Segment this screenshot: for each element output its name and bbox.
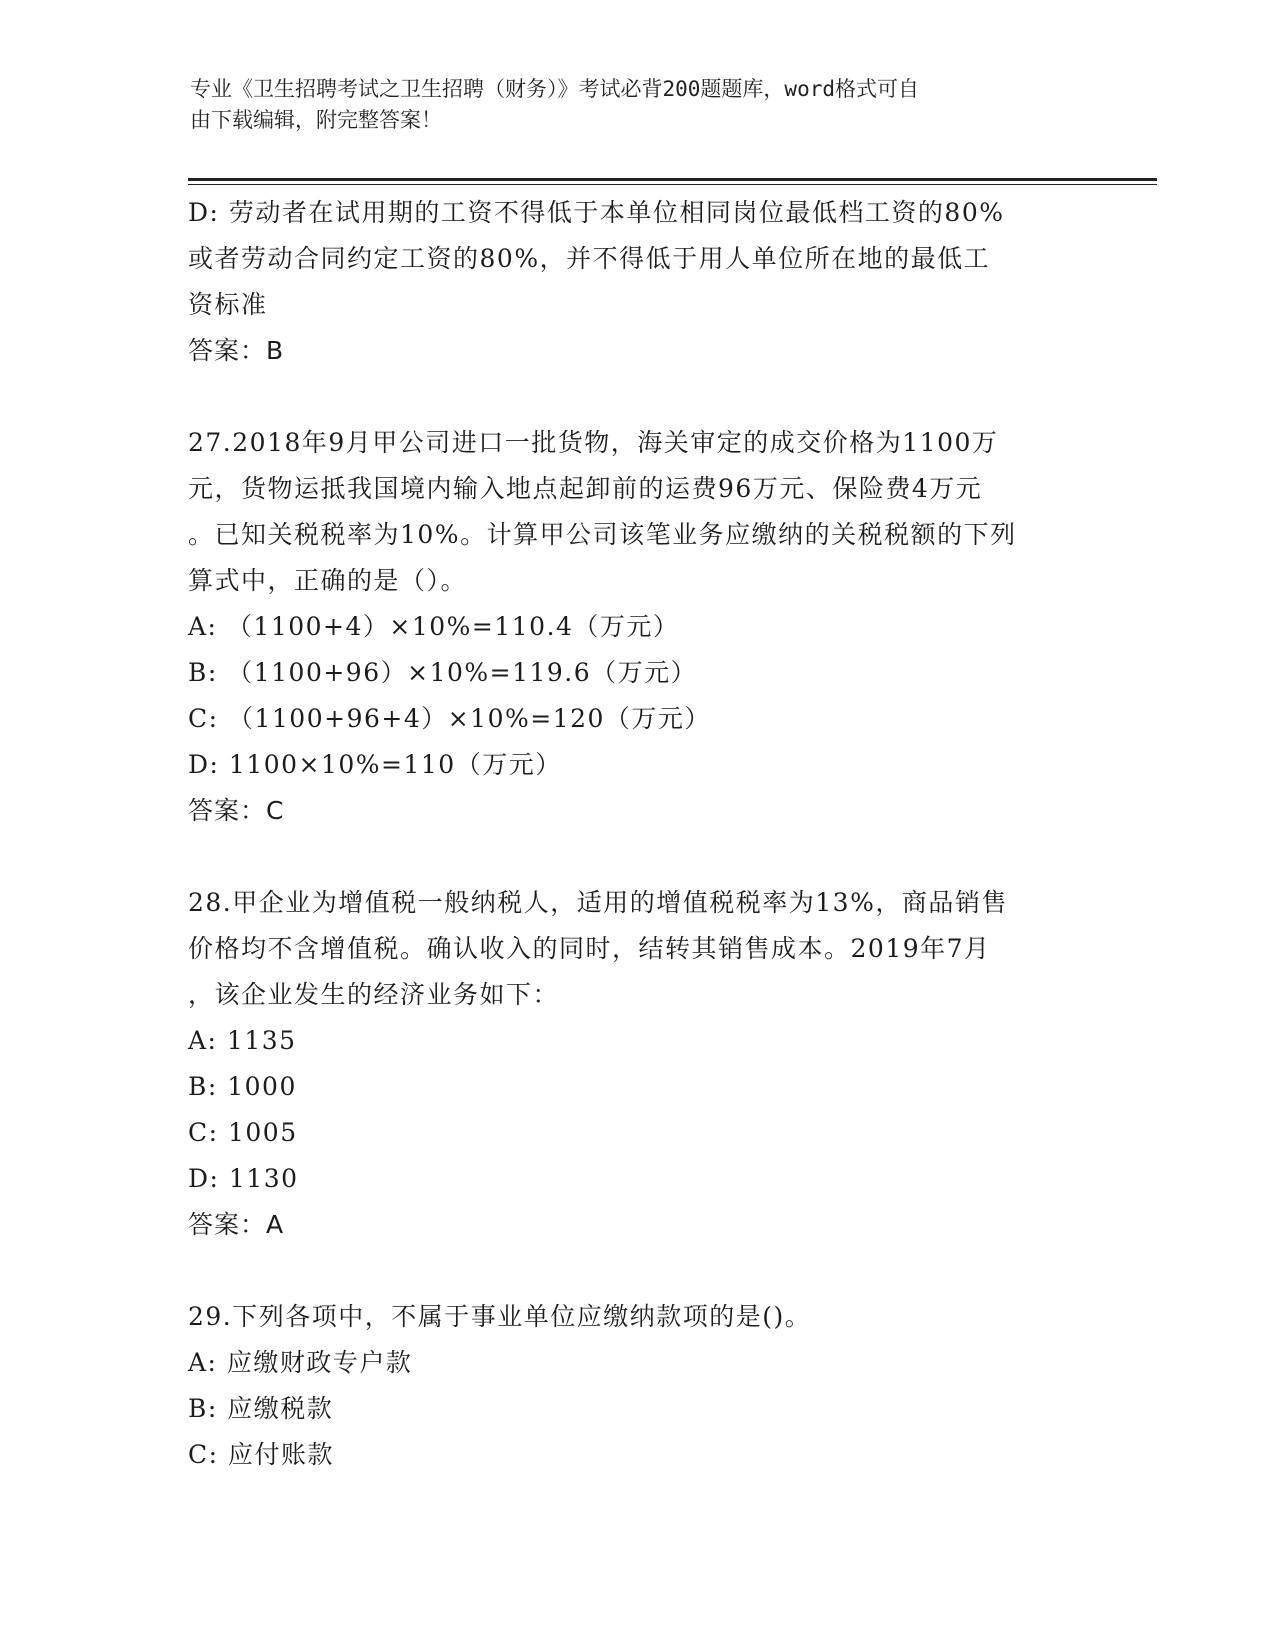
option-d-line-1: D: 劳动者在试用期的工资不得低于本单位相同岗位最低档工资的80%: [188, 198, 1005, 227]
option-c: C: 应付账款: [188, 1440, 334, 1469]
option-d: D: 1130: [188, 1164, 299, 1193]
header-divider-thin: [188, 184, 1157, 185]
question-29: [188, 1294, 1088, 1478]
option-b: B: 应缴税款: [188, 1394, 334, 1423]
header-line-1: 专业《卫生招聘考试之卫生招聘（财务）》考试必背200题题库，word格式可自: [190, 77, 919, 101]
spacer: [188, 374, 1088, 420]
option-a: A: （1100+4）×10%=110.4（万元）: [188, 612, 680, 641]
question-stem-line: 29.下列各项中，不属于事业单位应缴纳款项的是()。: [188, 1302, 812, 1331]
spacer: [188, 1248, 1088, 1294]
option-d-line-2: 或者劳动合同约定工资的80%，并不得低于用人单位所在地的最低工: [188, 244, 991, 273]
question-stem-line: 价格均不含增值税。确认收入的同时，结转其销售成本。2019年7月: [188, 934, 991, 963]
question-content: [188, 190, 1088, 1478]
question-stem-line: 。已知关税税率为10%。计算甲公司该笔业务应缴纳的关税税额的下列: [188, 520, 1017, 549]
document-header: [190, 74, 1090, 136]
answer-label: 答案：A: [188, 1210, 285, 1239]
spacer: [188, 834, 1088, 880]
question-27: [188, 420, 1088, 834]
option-d-line-3: 资标准: [188, 290, 268, 319]
question-28: [188, 880, 1088, 1248]
option-c: C: 1005: [188, 1118, 298, 1147]
option-a: A: 应缴财政专户款: [188, 1348, 413, 1377]
header-divider-thick: [188, 178, 1157, 181]
question-stem-line: ，该企业发生的经济业务如下：: [188, 980, 560, 1009]
option-a: A: 1135: [188, 1026, 297, 1055]
answer-label: 答案：C: [188, 796, 285, 825]
question-stem-line: 27.2018年9月甲公司进口一批货物，海关审定的成交价格为1100万: [188, 428, 999, 457]
header-line-2: 由下载编辑，附完整答案！: [190, 108, 442, 132]
question-stem-line: 算式中，正确的是（）。: [188, 566, 468, 595]
question-stem-line: 28.甲企业为增值税一般纳税人，适用的增值税税率为13%，商品销售: [188, 888, 1008, 917]
option-b: B: （1100+96）×10%=119.6（万元）: [188, 658, 698, 687]
prev-question: [188, 190, 1088, 374]
option-c: C: （1100+96+4）×10%=120（万元）: [188, 704, 711, 733]
option-b: B: 1000: [188, 1072, 297, 1101]
option-d: D: 1100×10%=110（万元）: [188, 750, 562, 779]
answer-label: 答案：B: [188, 336, 285, 365]
question-stem-line: 元，货物运抵我国境内输入地点起卸前的运费96万元、保险费4万元: [188, 474, 983, 503]
